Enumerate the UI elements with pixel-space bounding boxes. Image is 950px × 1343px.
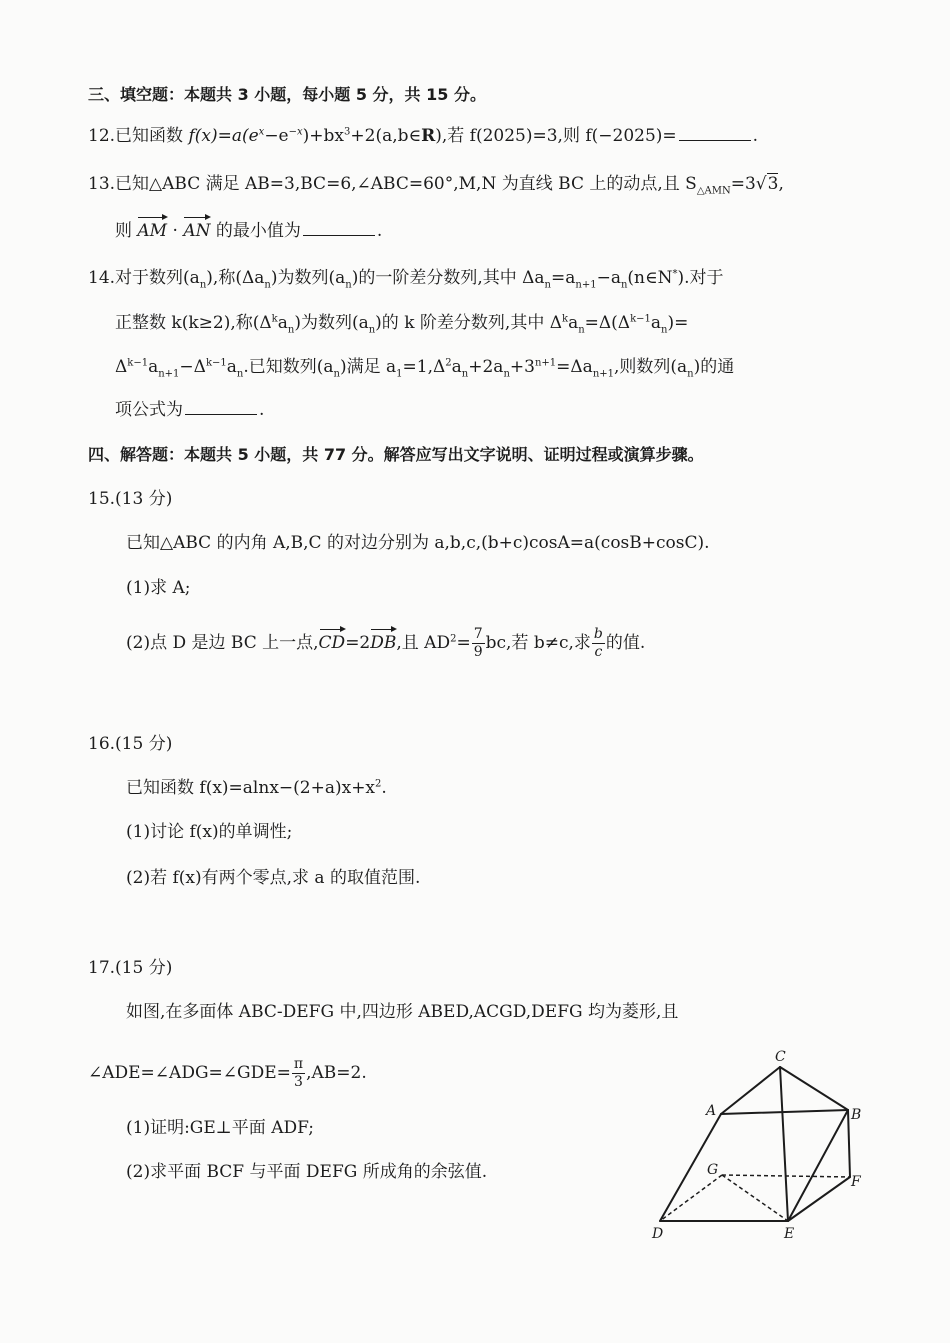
q12-number: 12. — [88, 126, 116, 146]
vector-an: AN — [183, 221, 211, 241]
q17-stem-1: 如图,在多面体 ABC-DEFG 中,四边形 ABED,ACGD,DEFG 均为菱形,且 — [126, 1002, 679, 1022]
q16-stem: 已知函数 $f(x)=alnx-(2+a)x+x^2$. — [126, 778, 387, 798]
q13-answer-blank[interactable] — [303, 220, 375, 236]
edge-gd — [660, 1175, 722, 1221]
q16-part-2: (2)若 f(x)有两个零点,求 a 的取值范围. — [126, 868, 421, 888]
q15-number: 15.(13 分) — [88, 489, 173, 509]
label-b: B — [851, 1107, 862, 1123]
edge-gf — [722, 1175, 850, 1177]
q17-number: 17.(15 分) — [88, 958, 173, 978]
polyhedron-figure — [640, 1045, 880, 1245]
fraction-pi-3: $\frac{\pi}{3}$ — [293, 1056, 304, 1090]
vector-db: DB — [370, 633, 397, 653]
q17-part-2: (2)求平面 BCF 与平面 DEFG 所成角的余弦值. — [126, 1162, 488, 1182]
q14-number: 14. — [88, 268, 116, 288]
question-14-line-3: $\Delta^{k-1}a_{n+1}-\Delta^{k-1}a_n$.已知数列$(a_n)$满足 $a_1=1,\Delta^2a_n+2a_n+3^{n+1}=\Delta a_{n+1}$,则数列$(a_n)$的通 — [115, 357, 735, 380]
question-14-line-2: 正整数 k(k≥2),称$(\Delta^ka_n)$为数列$(a_n)$的 k 阶差分数列,其中 $\Delta^ka_n=\Delta(\Delta^{k-1}a_n)=$ — [115, 313, 689, 336]
question-14-line-4: 项公式为 . — [115, 400, 265, 420]
label-d: D — [652, 1226, 664, 1242]
edge-bf — [848, 1110, 850, 1177]
label-c: C — [775, 1049, 786, 1065]
q17-stem-2: ∠ADE=∠ADG=∠GDE= $\frac{\pi}{3}$ ,AB=2. — [88, 1056, 367, 1090]
section-4-header: 四、解答题：本题共 5 小题，共 77 分。解答应写出文字说明、证明过程或演算步骤。 — [88, 445, 704, 464]
edge-ge — [722, 1175, 788, 1221]
q13-number: 13. — [88, 174, 116, 194]
q15-part-2: (2)点 D 是边 BC 上一点,CD=2DB,且 $AD^2=$ $\frac{7}{9}$ bc,若 b≠c,求 $\frac{b}{c}$ 的值. — [126, 626, 646, 660]
label-a: A — [706, 1103, 717, 1119]
q17-part-1: (1)证明:GE⊥平面 ADF; — [126, 1118, 315, 1138]
label-g: G — [707, 1162, 719, 1178]
section-3-header: 三、填空题：本题共 3 小题，每小题 5 分，共 15 分。 — [88, 85, 486, 104]
question-12: 12.已知函数 $f(x)=a(e^x-e^{-x})+bx^3+2(a,b\in R)$,若 f(2025)=3,则 f(−2025)= . — [88, 126, 759, 146]
edge-ce — [780, 1067, 788, 1221]
edge-cb — [780, 1067, 848, 1110]
edge-be — [788, 1110, 848, 1221]
question-13-line-1: 13.已知△ABC 满足 AB=3,BC=6,∠ABC=60°,M,N 为直线 BC 上的动点,且 $S_{\triangle AMN}=3√3$, — [88, 174, 784, 197]
vector-am: AM — [137, 221, 168, 241]
label-f: F — [851, 1174, 861, 1190]
question-14-line-1: 14.对于数列$(a_n)$,称$(\Delta a_n)$为数列$(a_n)$的一阶差分数列,其中 $\Delta a_n=a_{n+1}-a_n(n\in N^*)$.对于 — [88, 268, 724, 291]
edge-ef — [788, 1177, 850, 1221]
fraction-7-9: $\frac{7}{9}$ — [473, 626, 483, 660]
edge-ab — [721, 1110, 848, 1114]
q15-part-1: (1)求 A; — [126, 578, 191, 598]
fraction-b-c: $\frac{b}{c}$ — [593, 626, 603, 660]
q14-answer-blank[interactable] — [185, 399, 257, 415]
edge-ca — [721, 1067, 780, 1114]
question-13-line-2: 则 AM · AN 的最小值为 . — [115, 221, 383, 241]
vector-cd: CD — [318, 633, 346, 653]
q16-part-1: (1)讨论 f(x)的单调性; — [126, 822, 293, 842]
label-e: E — [784, 1226, 795, 1242]
q15-stem: 已知△ABC 的内角 A,B,C 的对边分别为 a,b,c,(b+c)cosA=a(cosB+cosC). — [126, 533, 710, 553]
q16-number: 16.(15 分) — [88, 734, 173, 754]
q12-answer-blank[interactable] — [679, 125, 751, 141]
